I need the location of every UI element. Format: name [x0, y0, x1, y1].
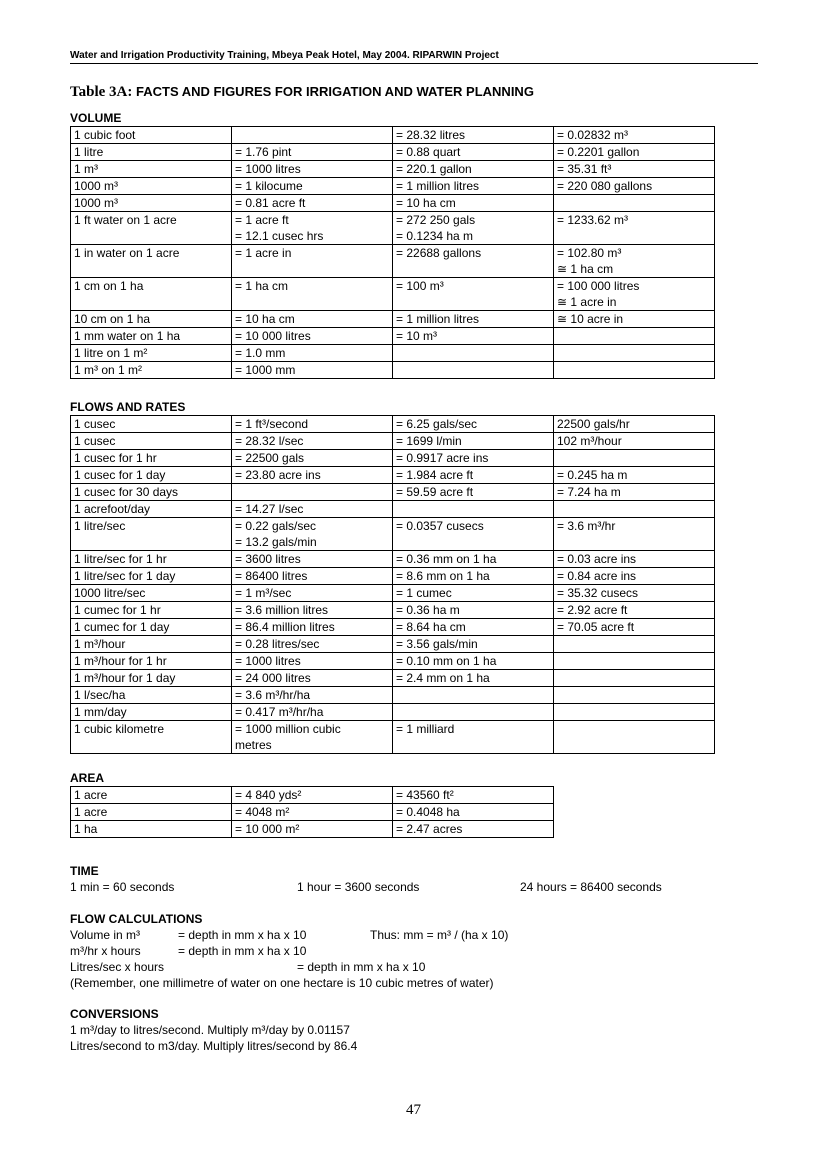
- flows-heading: FLOWS AND RATES: [70, 400, 186, 414]
- table-cell: = 35.31 ft³: [554, 161, 715, 178]
- table-cell: = 70.05 acre ft: [554, 619, 715, 636]
- table-row: [71, 619, 715, 636]
- table-row: [71, 687, 715, 704]
- table-cell: = 43560 ft²: [393, 787, 554, 804]
- flow-calc-line1-value: = depth in mm x ha x 10: [178, 928, 307, 942]
- page-number: 47: [406, 1102, 421, 1118]
- table-cell: = 1 m³/sec: [232, 585, 393, 602]
- time-item-minute: 1 min = 60 seconds: [70, 880, 175, 894]
- table-row: [71, 345, 715, 362]
- table-cell: = 1 million litres: [393, 311, 554, 328]
- table-cell: = 0.4048 ha: [393, 804, 554, 821]
- table-cell: = 0.28 litres/sec: [232, 636, 393, 653]
- table-cell: = 3.56 gals/min: [393, 636, 554, 653]
- table-row: [71, 245, 715, 278]
- table-cell: = 1000 mm: [232, 362, 393, 379]
- table-cell: = 3.6 million litres: [232, 602, 393, 619]
- table-cell: 1 cumec for 1 hr: [71, 602, 232, 619]
- table-row: [71, 311, 715, 328]
- table-cell: 1 litre/sec for 1 hr: [71, 551, 232, 568]
- table-cell: = 0.0357 cusecs: [393, 518, 554, 551]
- table-cell: = 0.417 m³/hr/ha: [232, 704, 393, 721]
- area-heading: AREA: [70, 771, 105, 785]
- table-cell: [393, 687, 554, 704]
- table-cell: [393, 362, 554, 379]
- table-title: [70, 84, 534, 101]
- flow-calc-heading: FLOW CALCULATIONS: [70, 912, 203, 926]
- table-cell: = 3600 litres: [232, 551, 393, 568]
- table-cell: 1 m³/hour: [71, 636, 232, 653]
- table-cell: 1 cusec: [71, 416, 232, 433]
- table-cell: = 10 000 litres: [232, 328, 393, 345]
- table-cell: = 0.22 gals/sec = 13.2 gals/min: [232, 518, 393, 551]
- table-cell: 1 cubic kilometre: [71, 721, 232, 754]
- table-cell: = 0.81 acre ft: [232, 195, 393, 212]
- flow-calc-line3-label: Litres/sec x hours: [70, 960, 165, 974]
- table-cell: = 24 000 litres: [232, 670, 393, 687]
- table-row: [71, 804, 554, 821]
- table-cell: [393, 501, 554, 518]
- table-cell: [232, 484, 393, 501]
- table-row: [71, 416, 715, 433]
- table-cell: = 1000 litres: [232, 161, 393, 178]
- table-cell: = 2.92 acre ft: [554, 602, 715, 619]
- table-cell: = 0.2201 gallon: [554, 144, 715, 161]
- table-row: [71, 787, 554, 804]
- table-cell: = 1233.62 m³: [554, 212, 715, 245]
- table-cell: = 1 cumec: [393, 585, 554, 602]
- table-cell: [393, 704, 554, 721]
- table-cell: = 272 250 gals = 0.1234 ha m: [393, 212, 554, 245]
- table-cell: [554, 670, 715, 687]
- table-cell: 1 in water on 1 acre: [71, 245, 232, 278]
- table-cell: 1 cm on 1 ha: [71, 278, 232, 311]
- table-cell: [554, 345, 715, 362]
- table-cell: = 10 000 m²: [232, 821, 393, 838]
- table-cell: [554, 687, 715, 704]
- table-cell: = 22688 gallons: [393, 245, 554, 278]
- table-row: [71, 568, 715, 585]
- table-cell: = 86.4 million litres: [232, 619, 393, 636]
- table-cell: [554, 328, 715, 345]
- table-cell: 1 cumec for 1 day: [71, 619, 232, 636]
- table-cell: ≅ 10 acre in: [554, 311, 715, 328]
- conversion-line2: Litres/second to m3/day. Multiply litres/second by 86.4: [70, 1039, 358, 1053]
- table-row: [71, 484, 715, 501]
- table-cell: = 86400 litres: [232, 568, 393, 585]
- table-cell: = 7.24 ha m: [554, 484, 715, 501]
- table-cell: 1 mm/day: [71, 704, 232, 721]
- table-cell: 1 ha: [71, 821, 232, 838]
- table-cell: = 3.6 m³/hr: [554, 518, 715, 551]
- table-cell: [554, 501, 715, 518]
- table-cell: [554, 362, 715, 379]
- table-cell: [554, 636, 715, 653]
- table-cell: [554, 195, 715, 212]
- table-row: [71, 670, 715, 687]
- table-cell: = 220 080 gallons: [554, 178, 715, 195]
- table-cell: = 100 000 litres ≅ 1 acre in: [554, 278, 715, 311]
- table-cell: 1 acre: [71, 787, 232, 804]
- table-cell: = 1699 l/min: [393, 433, 554, 450]
- table-cell: = 1 ha cm: [232, 278, 393, 311]
- table-cell: = 3.6 m³/hr/ha: [232, 687, 393, 704]
- table-cell: = 0.245 ha m: [554, 467, 715, 484]
- table-row: [71, 328, 715, 345]
- table-cell: 1 cusec for 1 hr: [71, 450, 232, 467]
- table-cell: = 59.59 acre ft: [393, 484, 554, 501]
- volume-heading: VOLUME: [70, 111, 122, 125]
- table-cell: = 4048 m²: [232, 804, 393, 821]
- table-cell: = 2.4 mm on 1 ha: [393, 670, 554, 687]
- table-cell: = 0.02832 m³: [554, 127, 715, 144]
- table-cell: = 1000 million cubic metres: [232, 721, 393, 754]
- table-row: [71, 551, 715, 568]
- table-cell: = 102.80 m³ ≅ 1 ha cm: [554, 245, 715, 278]
- table-cell: = 1 kilocume: [232, 178, 393, 195]
- table-cell: = 35.32 cusecs: [554, 585, 715, 602]
- flow-calc-line2-label: m³/hr x hours: [70, 944, 141, 958]
- time-item-day: 24 hours = 86400 seconds: [520, 880, 662, 894]
- time-heading: TIME: [70, 864, 99, 878]
- table-cell: 1 mm water on 1 ha: [71, 328, 232, 345]
- table-cell: = 0.84 acre ins: [554, 568, 715, 585]
- table-row: [71, 450, 715, 467]
- flow-calc-line2-value: = depth in mm x ha x 10: [178, 944, 307, 958]
- table-label: Table 3A:: [70, 84, 133, 100]
- flows-table: [70, 415, 715, 754]
- table-row: [71, 636, 715, 653]
- table-row: [71, 178, 715, 195]
- table-cell: = 1 milliard: [393, 721, 554, 754]
- time-item-hour: 1 hour = 3600 seconds: [297, 880, 420, 894]
- table-cell: 1 acrefoot/day: [71, 501, 232, 518]
- table-cell: = 0.03 acre ins: [554, 551, 715, 568]
- table-cell: = 1.984 acre ft: [393, 467, 554, 484]
- table-cell: = 8.64 ha cm: [393, 619, 554, 636]
- table-row: [71, 212, 715, 245]
- table-row: [71, 467, 715, 484]
- table-cell: [554, 653, 715, 670]
- table-row: [71, 144, 715, 161]
- conversion-line1: 1 m³/day to litres/second. Multiply m³/day by 0.01157: [70, 1023, 350, 1037]
- table-cell: = 100 m³: [393, 278, 554, 311]
- table-row: [71, 821, 554, 838]
- table-row: [71, 362, 715, 379]
- table-cell: = 1.0 mm: [232, 345, 393, 362]
- table-cell: 1000 m³: [71, 195, 232, 212]
- table-cell: 1 acre: [71, 804, 232, 821]
- table-cell: [554, 721, 715, 754]
- table-cell: = 1000 litres: [232, 653, 393, 670]
- table-cell: 1 litre: [71, 144, 232, 161]
- table-cell: 1 cusec for 30 days: [71, 484, 232, 501]
- table-cell: = 6.25 gals/sec: [393, 416, 554, 433]
- table-cell: = 10 m³: [393, 328, 554, 345]
- table-cell: = 220.1 gallon: [393, 161, 554, 178]
- flow-calc-line3-value: = depth in mm x ha x 10: [297, 960, 426, 974]
- table-row: [71, 278, 715, 311]
- table-cell: 1 litre on 1 m²: [71, 345, 232, 362]
- table-row: [71, 721, 715, 754]
- table-cell: 102 m³/hour: [554, 433, 715, 450]
- area-table: [70, 786, 554, 838]
- conversions-heading: CONVERSIONS: [70, 1007, 159, 1021]
- table-cell: = 1.76 pint: [232, 144, 393, 161]
- table-cell: 1 m³/hour for 1 day: [71, 670, 232, 687]
- table-cell: = 10 ha cm: [232, 311, 393, 328]
- table-cell: = 1 acre ft = 12.1 cusec hrs: [232, 212, 393, 245]
- table-row: [71, 704, 715, 721]
- table-cell: 22500 gals/hr: [554, 416, 715, 433]
- table-cell: = 2.47 acres: [393, 821, 554, 838]
- table-cell: 1 cusec: [71, 433, 232, 450]
- table-cell: = 0.36 mm on 1 ha: [393, 551, 554, 568]
- table-row: [71, 653, 715, 670]
- table-row: [71, 602, 715, 619]
- volume-table: [70, 126, 715, 379]
- table-row: [71, 161, 715, 178]
- table-cell: 1 m³/hour for 1 hr: [71, 653, 232, 670]
- flow-calc-line1-note: Thus: mm = m³ / (ha x 10): [370, 928, 509, 942]
- table-cell: = 1 million litres: [393, 178, 554, 195]
- table-cell: 10 cm on 1 ha: [71, 311, 232, 328]
- table-row: [71, 195, 715, 212]
- table-cell: 1 cusec for 1 day: [71, 467, 232, 484]
- table-cell: 1000 litre/sec: [71, 585, 232, 602]
- table-cell: = 0.9917 acre ins: [393, 450, 554, 467]
- table-cell: [393, 345, 554, 362]
- table-cell: = 23.80 acre ins: [232, 467, 393, 484]
- table-cell: = 4 840 yds²: [232, 787, 393, 804]
- flow-calc-remember: (Remember, one millimetre of water on one hectare is 10 cubic metres of water): [70, 976, 494, 990]
- table-cell: = 22500 gals: [232, 450, 393, 467]
- table-row: [71, 518, 715, 551]
- table-cell: 1 cubic foot: [71, 127, 232, 144]
- table-row: [71, 127, 715, 144]
- table-cell: 1 m³ on 1 m²: [71, 362, 232, 379]
- table-cell: 1 l/sec/ha: [71, 687, 232, 704]
- table-cell: 1 litre/sec: [71, 518, 232, 551]
- table-cell: 1 ft water on 1 acre: [71, 212, 232, 245]
- table-cell: [554, 450, 715, 467]
- table-cell: = 28.32 litres: [393, 127, 554, 144]
- table-cell: [232, 127, 393, 144]
- table-cell: = 0.36 ha m: [393, 602, 554, 619]
- table-cell: = 0.10 mm on 1 ha: [393, 653, 554, 670]
- table-cell: = 28.32 l/sec: [232, 433, 393, 450]
- table-cell: = 1 acre in: [232, 245, 393, 278]
- flow-calc-line1-label: Volume in m³: [70, 928, 141, 942]
- page-header: Water and Irrigation Productivity Training, Mbeya Peak Hotel, May 2004. RIPARWIN Project: [70, 50, 758, 64]
- table-cell: [554, 704, 715, 721]
- table-row: [71, 585, 715, 602]
- table-cell: = 1 ft³/second: [232, 416, 393, 433]
- table-cell: 1 m³: [71, 161, 232, 178]
- table-cell: = 10 ha cm: [393, 195, 554, 212]
- table-cell: 1 litre/sec for 1 day: [71, 568, 232, 585]
- table-cell: = 14.27 l/sec: [232, 501, 393, 518]
- table-row: [71, 501, 715, 518]
- table-cell: = 0.88 quart: [393, 144, 554, 161]
- table-cell: 1000 m³: [71, 178, 232, 195]
- table-row: [71, 433, 715, 450]
- table-title-text: FACTS AND FIGURES FOR IRRIGATION AND WATER PLANNING: [136, 84, 534, 99]
- table-cell: = 8.6 mm on 1 ha: [393, 568, 554, 585]
